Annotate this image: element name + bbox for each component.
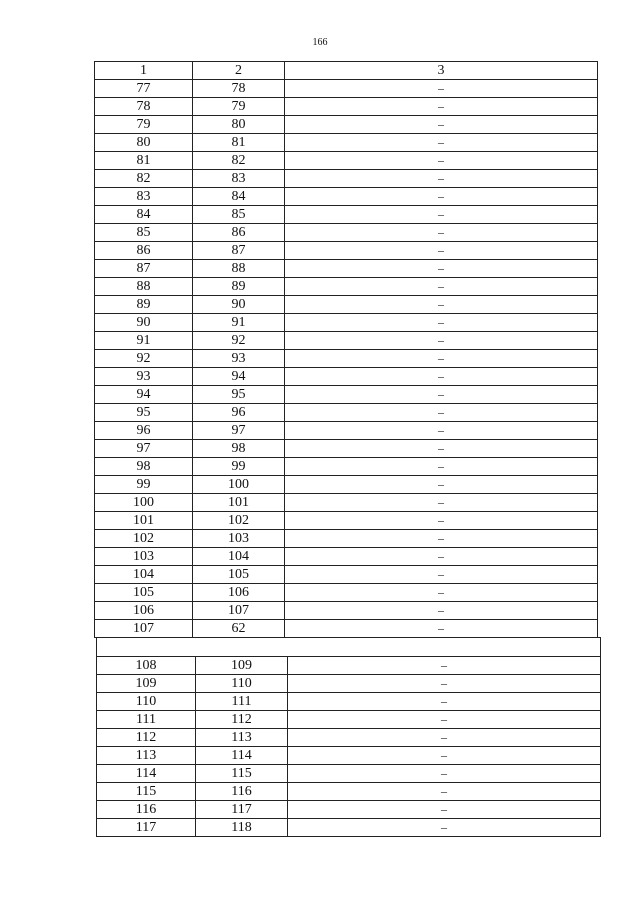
table-cell-col3: – <box>285 548 598 566</box>
table-row <box>95 98 598 116</box>
table-cell-col2: 98 <box>193 440 285 458</box>
table-cell-col2: 87 <box>193 242 285 260</box>
table-cell-col2: 104 <box>193 548 285 566</box>
table-cell-col2: 116 <box>196 783 288 801</box>
table-cell-col3: – <box>285 98 598 116</box>
table-cell-col3: – <box>285 422 598 440</box>
page-number: 166 <box>312 37 328 48</box>
table-cell-col2: 86 <box>193 224 285 242</box>
data-table-top <box>94 61 598 638</box>
table-row <box>95 602 598 620</box>
table-cell-col3: – <box>288 801 601 819</box>
table-cell-col3: – <box>285 278 598 296</box>
table-cell-col2: 81 <box>193 134 285 152</box>
table-cell-col3: – <box>285 296 598 314</box>
table-row <box>97 765 601 783</box>
table-cell-col2: 82 <box>193 152 285 170</box>
table-cell-col3: – <box>288 693 601 711</box>
table-cell-col1: 79 <box>95 116 193 134</box>
table-cell-col3: – <box>285 512 598 530</box>
table-cell-col3: – <box>285 494 598 512</box>
table-row <box>95 620 598 638</box>
table-cell-col1: 103 <box>95 548 193 566</box>
table-cell-col2: 111 <box>196 693 288 711</box>
table-cell-col1: 110 <box>97 693 196 711</box>
table-cell-col3: – <box>285 620 598 638</box>
table-cell-col3: – <box>285 80 598 98</box>
table-cell-col3: – <box>285 134 598 152</box>
table-cell-col1: 100 <box>95 494 193 512</box>
table-row <box>97 819 601 837</box>
table-cell-col2: 113 <box>196 729 288 747</box>
table-row <box>95 314 598 332</box>
table-cell-col1: 116 <box>97 801 196 819</box>
table-row <box>95 260 598 278</box>
table-cell-col3: – <box>285 314 598 332</box>
table-cell-col3: – <box>288 783 601 801</box>
table-cell-col2: 118 <box>196 819 288 837</box>
table-cell-col1: 108 <box>97 657 196 675</box>
table-cell-col2: 99 <box>193 458 285 476</box>
table-cell-col2: 101 <box>193 494 285 512</box>
table-cell-col1: 87 <box>95 260 193 278</box>
table-cell-col2: 102 <box>193 512 285 530</box>
column-header-3: 3 <box>285 62 598 80</box>
column-header-2: 2 <box>193 62 285 80</box>
table-row <box>95 548 598 566</box>
table-cell-col3: – <box>288 711 601 729</box>
table-row <box>95 134 598 152</box>
table-cell-col3: – <box>285 566 598 584</box>
table-cell-col1: 101 <box>95 512 193 530</box>
table-gap-row <box>97 638 601 657</box>
table-cell-col1: 112 <box>97 729 196 747</box>
table-row <box>95 188 598 206</box>
table-cell-col2: 107 <box>193 602 285 620</box>
table-cell-col1: 105 <box>95 584 193 602</box>
table-cell-col2: 79 <box>193 98 285 116</box>
table-cell-col3: – <box>285 386 598 404</box>
table-cell-col3: – <box>285 476 598 494</box>
table-cell-col1: 95 <box>95 404 193 422</box>
table-row <box>95 296 598 314</box>
table-cell-col1: 92 <box>95 350 193 368</box>
table-cell-col1: 115 <box>97 783 196 801</box>
table-cell-col2: 92 <box>193 332 285 350</box>
table-cell-col1: 97 <box>95 440 193 458</box>
table-cell-col1: 78 <box>95 98 193 116</box>
table-row <box>95 170 598 188</box>
table-cell-col1: 113 <box>97 747 196 765</box>
table-cell-col2: 95 <box>193 386 285 404</box>
table-cell-col1: 93 <box>95 368 193 386</box>
table-cell-col2: 112 <box>196 711 288 729</box>
table-cell-col2: 89 <box>193 278 285 296</box>
table-cell-col2: 117 <box>196 801 288 819</box>
table-cell-col2: 115 <box>196 765 288 783</box>
table-cell-col1: 111 <box>97 711 196 729</box>
table-row <box>95 80 598 98</box>
table-cell-col1: 80 <box>95 134 193 152</box>
table-row <box>95 566 598 584</box>
table-row <box>95 494 598 512</box>
table-row <box>97 675 601 693</box>
table-cell-col2: 97 <box>193 422 285 440</box>
table-cell-col3: – <box>285 530 598 548</box>
table-cell-col1: 98 <box>95 458 193 476</box>
table-cell-col1: 83 <box>95 188 193 206</box>
table-row <box>95 458 598 476</box>
table-row <box>97 747 601 765</box>
table-cell-col3: – <box>285 116 598 134</box>
table-row <box>95 422 598 440</box>
table-cell-col1: 102 <box>95 530 193 548</box>
table-cell-col2: 94 <box>193 368 285 386</box>
table-row <box>95 404 598 422</box>
table-cell-col1: 114 <box>97 765 196 783</box>
table-gap-cell <box>97 638 601 657</box>
table-cell-col3: – <box>285 440 598 458</box>
table-cell-col3: – <box>285 152 598 170</box>
table-row <box>95 116 598 134</box>
table-cell-col2: 88 <box>193 260 285 278</box>
table-cell-col1: 82 <box>95 170 193 188</box>
table-cell-col2: 90 <box>193 296 285 314</box>
table-header-row <box>95 62 598 80</box>
table-cell-col3: – <box>285 350 598 368</box>
table-cell-col1: 77 <box>95 80 193 98</box>
table-row <box>95 368 598 386</box>
table-cell-col1: 88 <box>95 278 193 296</box>
table-row <box>95 530 598 548</box>
table-row <box>95 224 598 242</box>
table-row <box>97 729 601 747</box>
table-row <box>95 386 598 404</box>
table-row <box>95 152 598 170</box>
table-cell-col3: – <box>285 458 598 476</box>
table-row <box>95 512 598 530</box>
table-row <box>95 206 598 224</box>
table-row <box>97 801 601 819</box>
table-row <box>95 350 598 368</box>
table-cell-col1: 81 <box>95 152 193 170</box>
table-cell-col1: 84 <box>95 206 193 224</box>
table-cell-col2: 105 <box>193 566 285 584</box>
table-cell-col2: 100 <box>193 476 285 494</box>
table-row <box>95 278 598 296</box>
table-cell-col3: – <box>288 729 601 747</box>
table-cell-col1: 90 <box>95 314 193 332</box>
table-cell-col3: – <box>285 170 598 188</box>
table-cell-col2: 91 <box>193 314 285 332</box>
table-cell-col1: 85 <box>95 224 193 242</box>
table-row <box>97 711 601 729</box>
table-cell-col2: 85 <box>193 206 285 224</box>
table-cell-col1: 86 <box>95 242 193 260</box>
table-cell-col2: 93 <box>193 350 285 368</box>
table-cell-col1: 117 <box>97 819 196 837</box>
table-cell-col2: 62 <box>193 620 285 638</box>
table-cell-col1: 109 <box>97 675 196 693</box>
table-cell-col3: – <box>285 188 598 206</box>
table-cell-col2: 83 <box>193 170 285 188</box>
table-cell-col1: 99 <box>95 476 193 494</box>
table-cell-col3: – <box>285 224 598 242</box>
table-cell-col2: 80 <box>193 116 285 134</box>
table-row <box>97 657 601 675</box>
table-row <box>95 476 598 494</box>
table-cell-col2: 103 <box>193 530 285 548</box>
table-row <box>95 440 598 458</box>
table-cell-col3: – <box>288 675 601 693</box>
table-cell-col3: – <box>288 819 601 837</box>
table-cell-col2: 109 <box>196 657 288 675</box>
table-row <box>95 242 598 260</box>
column-header-1: 1 <box>95 62 193 80</box>
table-cell-col3: – <box>285 584 598 602</box>
table-cell-col3: – <box>285 260 598 278</box>
table-cell-col3: – <box>285 332 598 350</box>
table-cell-col3: – <box>285 242 598 260</box>
table-cell-col1: 94 <box>95 386 193 404</box>
table-cell-col1: 107 <box>95 620 193 638</box>
data-table-bottom <box>96 637 601 837</box>
table-cell-col3: – <box>285 206 598 224</box>
table-cell-col1: 91 <box>95 332 193 350</box>
table-cell-col1: 96 <box>95 422 193 440</box>
table-cell-col3: – <box>285 404 598 422</box>
table-cell-col1: 89 <box>95 296 193 314</box>
table-cell-col2: 114 <box>196 747 288 765</box>
table-row <box>95 332 598 350</box>
table-row <box>97 783 601 801</box>
table-cell-col2: 96 <box>193 404 285 422</box>
table-cell-col3: – <box>285 602 598 620</box>
table-cell-col1: 106 <box>95 602 193 620</box>
table-row <box>95 584 598 602</box>
table-row <box>97 693 601 711</box>
table-cell-col2: 110 <box>196 675 288 693</box>
table-cell-col3: – <box>288 765 601 783</box>
table-cell-col2: 84 <box>193 188 285 206</box>
table-cell-col3: – <box>288 657 601 675</box>
table-cell-col3: – <box>288 747 601 765</box>
table-cell-col3: – <box>285 368 598 386</box>
table-cell-col2: 106 <box>193 584 285 602</box>
table-cell-col2: 78 <box>193 80 285 98</box>
table-cell-col1: 104 <box>95 566 193 584</box>
